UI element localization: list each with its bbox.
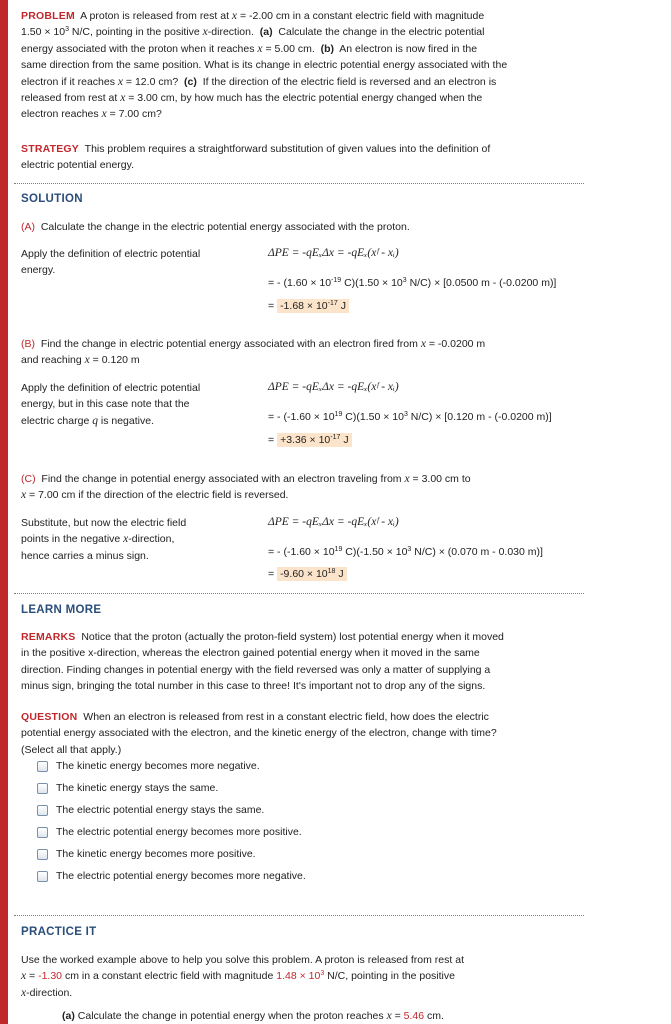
checkbox[interactable] — [37, 849, 48, 860]
solution-b-result: = $+3.36 \times 10^{-17}$ J — [268, 434, 352, 446]
question-label: QUESTION — [21, 711, 78, 723]
strategy: STRATEGY This problem requires a straightforward substitution of given values into the definition of electric potential energy. — [21, 143, 491, 172]
solution-c-description: Substitute, but now the electric field points in the negative x-direction, hence carries a minus sign. — [21, 517, 187, 562]
question: QUESTION When an electron is released from rest in a constant electric field, how does the electric potential energy associated with the electron, and the kinetic energy of the electron, change with time? (Select all that apply.) — [21, 711, 497, 756]
option-3[interactable]: The electric potential energy stays the same. — [37, 803, 264, 817]
option-5[interactable]: The kinetic energy becomes more positive. — [37, 847, 256, 861]
option-6[interactable]: The electric potential energy becomes more negative. — [37, 869, 306, 883]
solution-heading: SOLUTION — [21, 193, 83, 205]
problem-label: PROBLEM — [21, 10, 75, 22]
problem-accent-bar — [0, 0, 8, 1024]
solution-a-description: Apply the definition of electric potential energy. — [21, 248, 201, 277]
practice-end-position: 5.46 — [403, 1010, 425, 1022]
result-highlight: $-9.60 \times 10^{18}$ J — [277, 567, 347, 581]
solution-b-formula: ΔPE = -qEₓΔx = -qEₓ(xᶠ - xᵢ) — [268, 381, 399, 393]
checkbox[interactable] — [37, 783, 48, 794]
solution-a-substitution: = - ($1.60 \times 10^{-19}$ $C)(1.50 \times 10^3$ N/C) × [0.0500 m - (-0.0200 m)] — [268, 277, 557, 289]
practice-field-magnitude: $1.48 \times 10^3$ — [276, 970, 325, 983]
divider — [14, 915, 584, 916]
checkbox[interactable] — [37, 827, 48, 838]
divider — [14, 183, 584, 184]
solution-b-substitution: = - ($-1.60 \times 10^{19}$ $C)(1.50 \times 10^3$ N/C) × [0.120 m - (-0.0200 m)] — [268, 411, 552, 423]
practice-statement: Use the worked example above to help you solve this problem. A proton is released from rest at x = -1.30 cm in a constant electric field with magnitude $1.48 \times 10^3$ N/C, pointing in the positive x-direction. — [21, 954, 464, 999]
solution-a-result: = $-1.68 \times 10^{-17}$ J — [268, 300, 349, 312]
option-1[interactable]: The kinetic energy becomes more negative. — [37, 759, 260, 773]
practice-heading: PRACTICE IT — [21, 926, 97, 938]
solution-c-result: = $-9.60 \times 10^{18}$ J — [268, 568, 347, 580]
solution-c-substitution: = - ($-1.60 \times 10^{19}$ $C)(-1.50 \times 10^3$ N/C) × (0.070 m - 0.030 m)] — [268, 546, 543, 558]
strategy-label: STRATEGY — [21, 143, 79, 155]
practice-start-position: -1.30 — [38, 970, 63, 983]
option-2[interactable]: The kinetic energy stays the same. — [37, 781, 218, 795]
option-4[interactable]: The electric potential energy becomes more positive. — [37, 825, 302, 839]
solution-c-formula: ΔPE = -qEₓΔx = -qEₓ(xᶠ - xᵢ) — [268, 516, 399, 528]
solution-a-title: (A) Calculate the change in the electric potential energy associated with the proton. — [21, 221, 410, 233]
practice-part-a: (a) Calculate the change in potential energy when the proton reaches x = 5.46 cm. — [62, 1010, 444, 1022]
solution-b-description: Apply the definition of electric potential energy, but in this case note that the electric charge q is negative. — [21, 382, 201, 427]
learn-more-heading: LEARN MORE — [21, 604, 102, 616]
remarks-label: REMARKS — [21, 631, 76, 643]
result-highlight: $-1.68 \times 10^{-17}$ J — [277, 299, 349, 313]
result-highlight: $+3.36 \times 10^{-17}$ J — [277, 433, 352, 447]
remarks: REMARKS Notice that the proton (actually the proton-field system) lost potential energy when it moved in the positive x-direction, whereas the electron gained potential energy when it moved in the same direction. Finding changes in potential energy with the field reversed was only a matter of supplying a minus sign, bringing the total number in this case to three! It's important not to drop any of the signs. — [21, 631, 504, 693]
solution-c-title: (C) Find the change in potential energy associated with an electron traveling from x = 3.00 cm to x = 7.00 cm if the direction of the electric field is reversed. — [21, 473, 471, 502]
divider — [14, 593, 584, 594]
checkbox[interactable] — [37, 871, 48, 882]
solution-b-title: (B) Find the change in electric potential energy associated with an electron fired from x = -0.0200 m and reaching x = 0.120 m — [21, 338, 486, 367]
problem-statement: PROBLEM A proton is released from rest at x = -2.00 cm in a constant electric field with magnitude $1.50 \times 10^3$ N/C, pointing in the positive x-direction. (a) Calculate the change in the electric potential energy associated with the proton when it reaches x = 5.00 cm. (b) An electron is now fired in the same direction from the same position. What is its change in electric potential energy associated with the electron if it reaches x = 12.0 cm? (c) If the direction of the electric field is reversed and an electron is released from rest at x = 3.00 cm, by how much has the electric potential energy changed when the electron reaches x = 7.00 cm? — [21, 10, 508, 121]
checkbox[interactable] — [37, 805, 48, 816]
checkbox[interactable] — [37, 761, 48, 772]
solution-a-formula: ΔPE = -qEₓΔx = -qEₓ(xᶠ - xᵢ) — [268, 247, 399, 259]
